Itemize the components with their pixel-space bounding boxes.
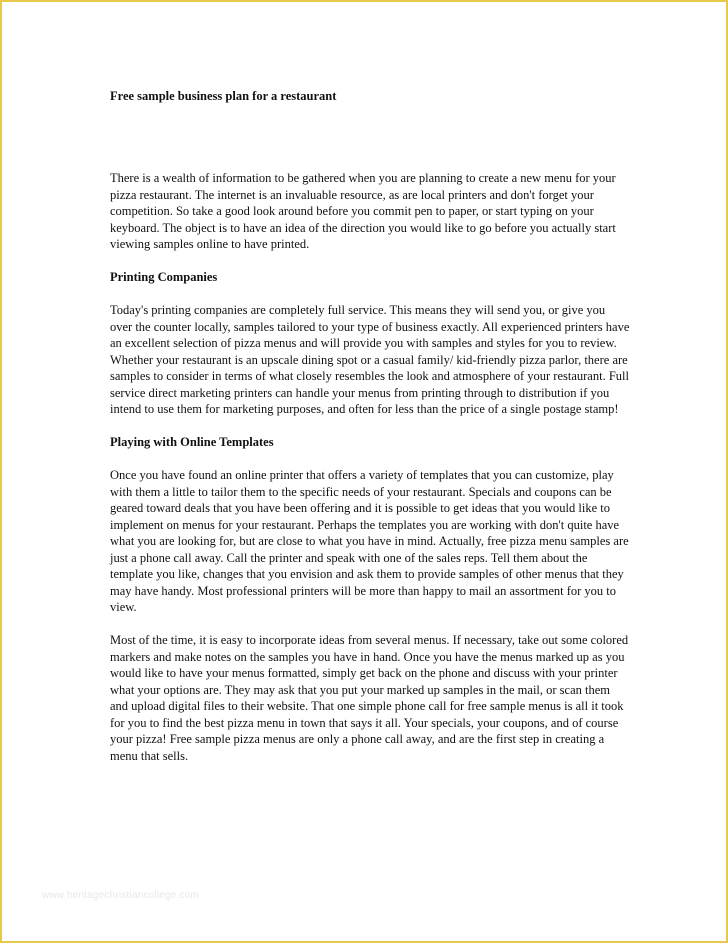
spacer [110, 105, 630, 170]
spacer [110, 616, 630, 633]
spacer [110, 253, 630, 270]
online-templates-paragraph-2: Most of the time, it is easy to incorporate ideas from several menus. If necessary, take out some colored markers and make notes on the samples you have in hand. Once you have the menus marked up as you would like to have your menus formatted, simply get back on the phone and discuss with your printer what your options are. They may ask that you put your marked up samples in the mail, or scan them and upload digital files to their website. That one simple phone call for free sample menus is all it took for you to find the best pizza menu in town that says it all. Your specials, your coupons, and of course your pizza! Free sample pizza menus are only a phone call away, and are the first step in creating a menu that sells. [110, 633, 629, 763]
spacer [110, 286, 630, 303]
spacer [110, 418, 630, 435]
intro-paragraph: There is a wealth of information to be gathered when you are planning to create a new menu for your pizza restaurant. The internet is an invaluable resource, as are local printers and don't forget your competition. So take a good look around before you commit pen to paper, or start typing on your keyboard. The object is to have an idea of the direction you would like to go before you actually start viewing samples online to have printed. [110, 171, 616, 251]
section-heading-printing-companies: Printing Companies [110, 270, 218, 284]
document-title: Free sample business plan for a restaurant [110, 89, 337, 103]
spacer [110, 451, 630, 468]
document-page [110, 88, 630, 764]
watermark: www.heritagechristiancollege.com [42, 890, 200, 901]
section-heading-online-templates: Playing with Online Templates [110, 435, 274, 449]
printing-companies-paragraph: Today's printing companies are completely full service. This means they will send you, or give you over the counter locally, samples tailored to your type of business exactly. All experienced printers have an excellent selection of pizza menus and will provide you with samples and styles for you to review. Whether your restaurant is an upscale dining spot or a casual family/ kid-friendly pizza parlor, there are samples to consider in terms of what closely resembles the look and atmosphere of your restaurant. Full service direct marketing printers can handle your menus from printing through to distribution if you intend to use them for marketing purposes, and often for less than the price of a single postage stamp! [110, 303, 630, 416]
online-templates-paragraph-1: Once you have found an online printer that offers a variety of templates that you can customize, play with them a little to tailor them to the specific needs of your restaurant. Specials and coupons can be geared toward deals that you have been offering and it is possible to get ideas that you would like to implement on menus for your restaurant. Perhaps the templates you are working with don't quite have what you are looking for, but are close to what you have in mind. Actually, free pizza menu samples are just a phone call away. Call the printer and speak with one of the sales reps. Tell them about the template you like, changes that you envision and ask them to provide samples of other menus that they may have handy. Most professional printers will be more than happy to mail an assortment for you to view. [110, 468, 629, 614]
